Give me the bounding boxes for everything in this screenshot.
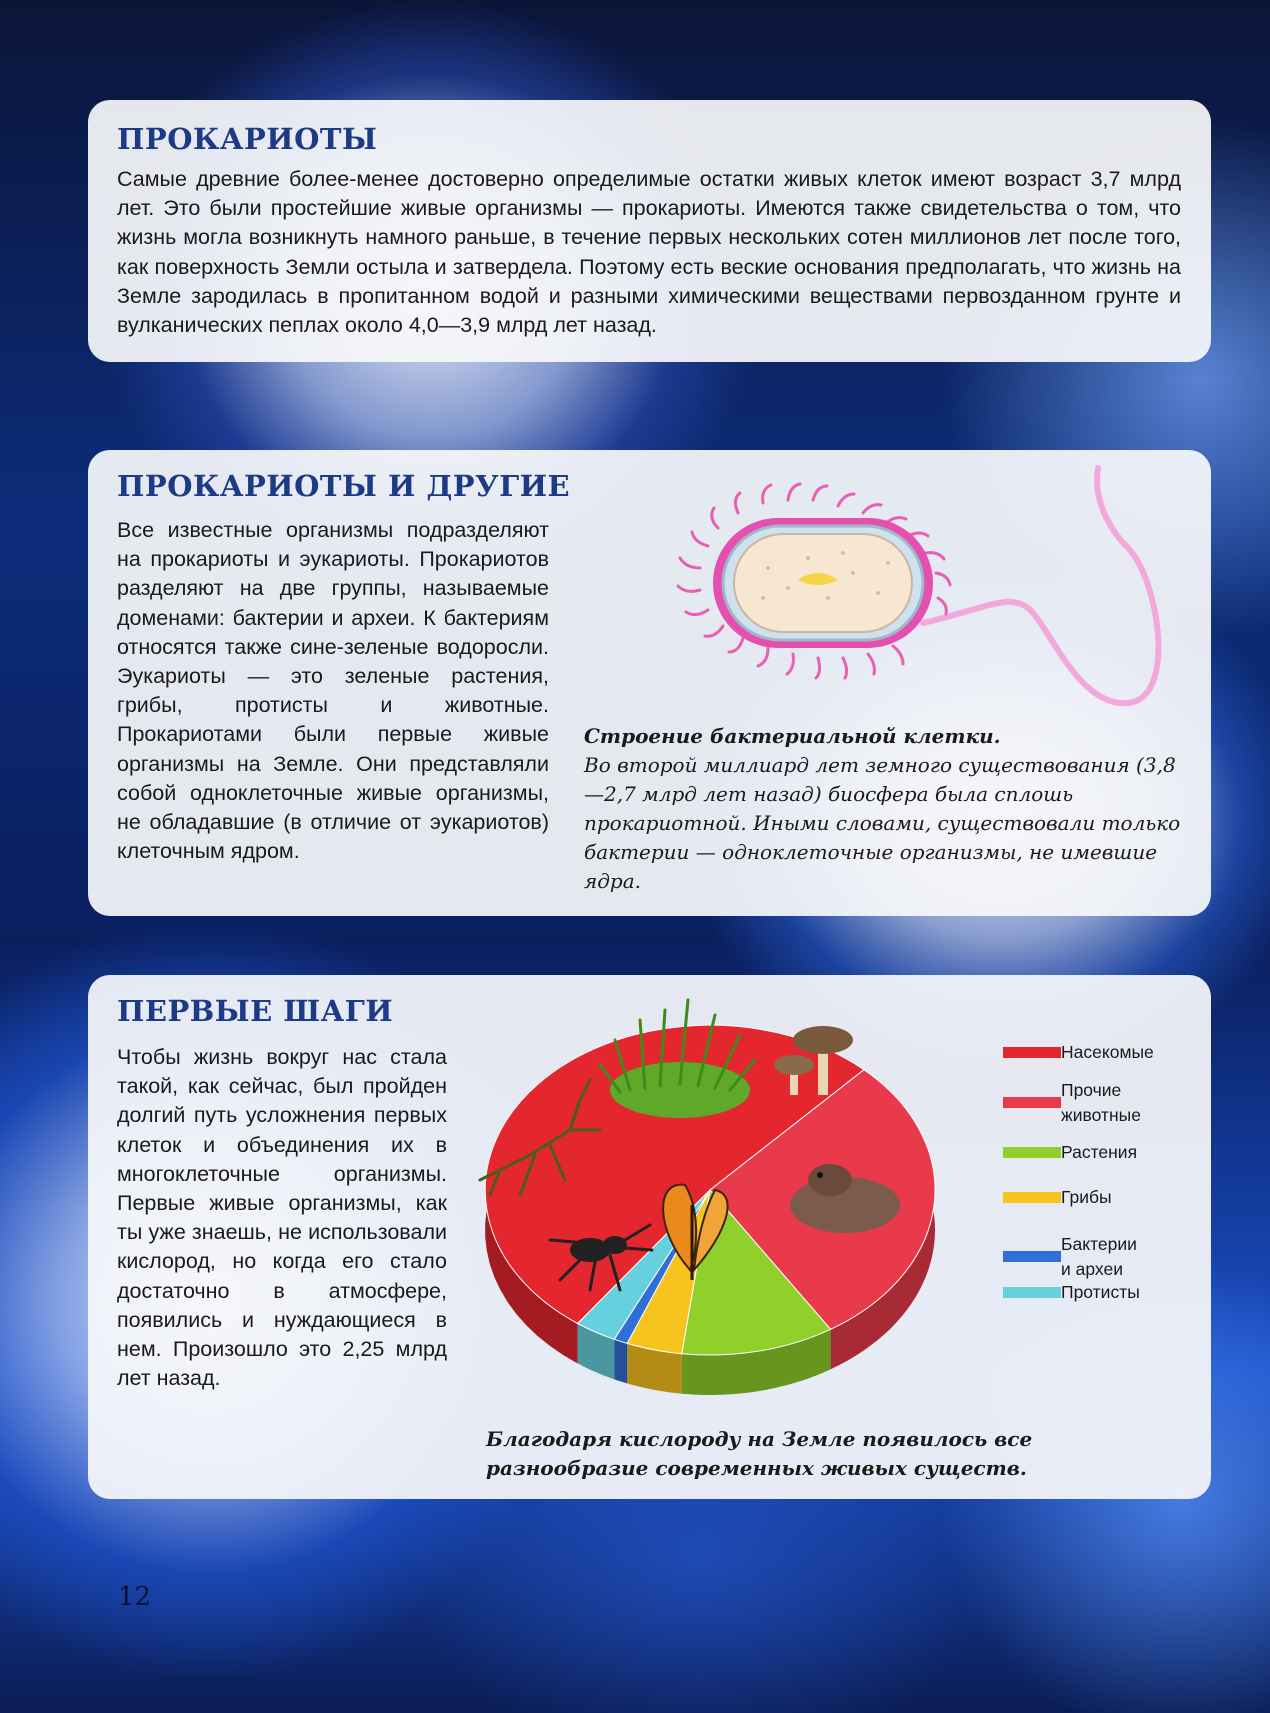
section-text: Самые древние более-менее достоверно определимые остатки живых клеток имеют возраст 3,7 млрд лет. Это были простейшие живые организмы — прокариоты. Имеются также свидетельства о том, что жизнь могла возникнуть намного раньше, в течение первых нескольких сотен миллионов лет после того, как поверхность Земли остыла и затвердела. Поэтому есть веские основания предполагать, что жизнь на Земле зародилась в пропитанном водой и разными химическими веществами первозданном грунте и вулканических пеплах около 4,0—3,9 млрд лет назад.: [117, 167, 1181, 338]
bacterial-cell-caption: [584, 722, 1184, 896]
legend-label: Насекомые: [1061, 1042, 1154, 1062]
panel-prokaryotes-and-others: [88, 450, 1211, 916]
legend-label: Протисты: [1061, 1282, 1140, 1302]
page-number: 12: [118, 1582, 152, 1612]
legend-label: Грибы: [1061, 1187, 1112, 1207]
panel-prokaryotes: [88, 100, 1211, 362]
legend-swatch: [1003, 1251, 1061, 1262]
section-title: ПРОКАРИОТЫ И ДРУГИЕ: [117, 469, 571, 503]
legend-swatch: [1003, 1147, 1061, 1158]
legend-swatch: [1003, 1097, 1061, 1108]
legend-swatch: [1003, 1192, 1061, 1203]
legend-swatch: [1003, 1287, 1061, 1298]
legend-swatch: [1003, 1047, 1061, 1058]
section-text: Чтобы жизнь вокруг нас стала такой, как сейчас, был пройден долгий путь усложнения первых клеток и объединения их в многоклеточные организмы. Первые живые организмы, как ты уже знаешь, не использовали кислород, но когда его стало достаточно в атмосфере, появились и нуждающиеся в нем. Произошло это 2,25 млрд лет назад.: [117, 1045, 447, 1391]
pie-chart-caption: Благодаря кислороду на Земле появилось все разнообразие современных живых существ.: [486, 1427, 1033, 1480]
section-title: ПРОКАРИОТЫ: [117, 122, 378, 156]
section-title: ПЕРВЫЕ ШАГИ: [117, 994, 394, 1028]
legend-label: Растения: [1061, 1142, 1138, 1162]
legend-label: Прочие животные: [1061, 1080, 1141, 1125]
species-diversity-pie-chart: [440, 990, 980, 1410]
pie-slice-side-4: [614, 1339, 627, 1383]
legend-label: Бактерии и археи: [1061, 1234, 1137, 1279]
caption-text: Во второй миллиард лет земного существования (3,8—2,7 млрд лет назад) биосфера была сплошь прокариотной. Иными словами, существовали только бактерии — одноклеточные организмы, не имевшие ядра.: [584, 753, 1181, 893]
caption-title: Строение бактериальной клетки.: [584, 724, 1001, 748]
bacterial-cell-illustration: [638, 458, 1178, 718]
section-text: Все известные организмы подразделяют на прокариоты и эукариоты. Прокариотов разделяют на две группы, называемые доменами: бактерии и археи. К бактериям относятся также сине-зеленые водоросли. Эукариоты — это зеленые растения, грибы, протисты и животные. Прокариотами были первые живые организмы на Земле. Они представляли собой одноклеточные живые организмы, не обладавшие (в отличие от эукариотов) клеточным ядром.: [117, 518, 549, 864]
